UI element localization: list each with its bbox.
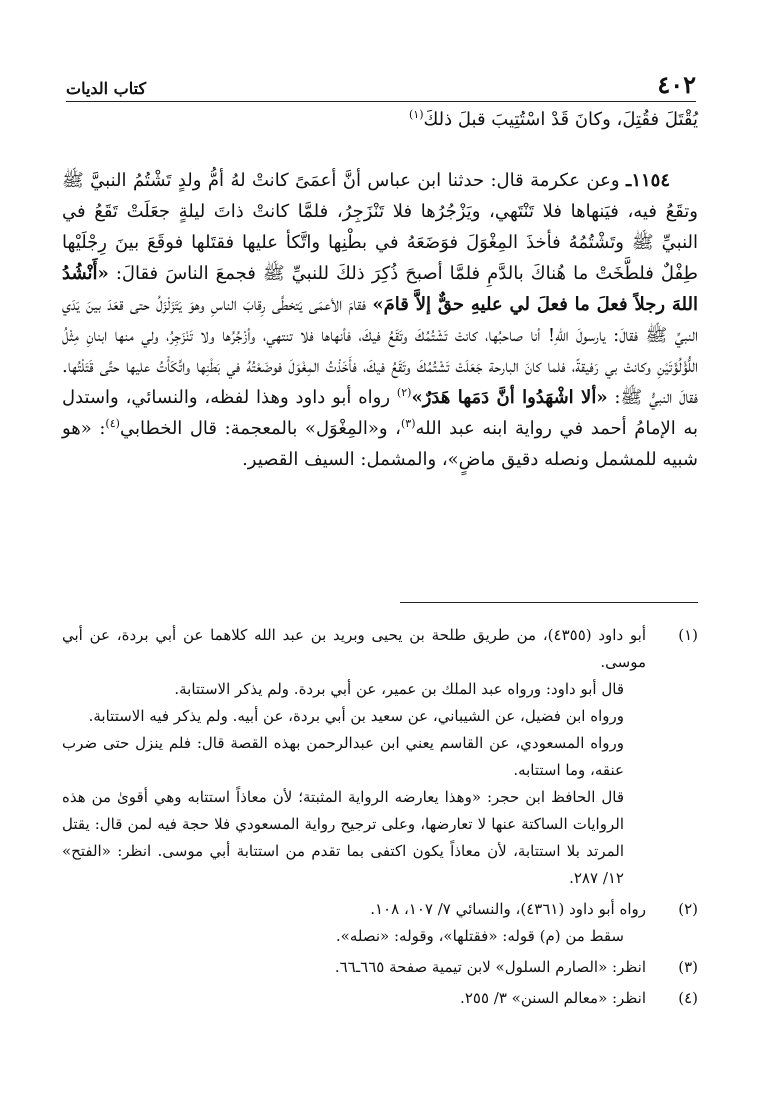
page-number: ٤٠٢ <box>657 70 696 99</box>
footnote-body <box>62 985 646 1012</box>
footnote-number: (٤) <box>678 989 698 1007</box>
footnote-paragraph: انظر: «معالم السنن» ٣/ ٢٥٥. <box>460 989 646 1007</box>
hadith-quote-2: «ألا اشْهَدُوا أنَّ دَمَها هَدَرٌ» <box>411 387 608 408</box>
continuation-paragraph <box>62 104 698 135</box>
footnote-1 <box>62 622 698 892</box>
footnote-ref-4: (٤) <box>105 417 120 430</box>
footnote-number: (١) <box>678 626 698 644</box>
hadith-text-5: : «هو شبيه للمشمل ونصله دقيق ماضٍ»، والمشمل: السيف القصير. <box>62 418 698 470</box>
footnote-4 <box>62 985 698 1012</box>
footnote-paragraph: سقط من (م) قوله: «فقتلها»، وقوله: «نصله». <box>335 927 624 945</box>
hadith-number: ١١٥٤ـ <box>626 170 670 191</box>
footnote-paragraph: ورواه المسعودي، عن القاسم يعني ابن عبدالرحمن بهذه القصة قال: فلم ينزل حتى ضرب عنقه، وما استتابه. <box>62 734 624 779</box>
footnote-number: (٢) <box>678 900 698 918</box>
book-title: كتاب الديات <box>66 79 147 98</box>
footnote-body <box>62 622 646 892</box>
hadith-paragraph <box>62 165 698 475</box>
footnote-body <box>62 954 646 981</box>
footnote-ref-3: (٣) <box>400 417 416 430</box>
footnote-separator <box>400 602 698 603</box>
hadith-text-4: ، و«المِغْوَل» بالمعجمة: قال الخطابي <box>119 418 401 439</box>
hadith-text-3: رواه أبو داود وهذا لفظه، والنسائي، واستدل به الإمامُ أحمد في رواية ابنه عبد الله <box>62 387 698 439</box>
footnote-paragraph: أبو داود (٤٣٥٥)، من طريق طلحة بن يحيى وبريد بن عبد الله كلاهما عن أبي بردة، عن أبي موسى. <box>62 626 647 671</box>
footnote-paragraph: ورواه ابن فضيل، عن الشيباني، عن سعيد بن أبي بردة، عن أبيه. ولم يذكر فيه الاستتابة. <box>88 707 624 725</box>
footnote-number: (٣) <box>678 958 698 976</box>
footnote-3 <box>62 954 698 981</box>
footnote-2 <box>62 896 698 950</box>
footnotes <box>62 622 698 1016</box>
footnote-paragraph: قال أبو داود: ورواه عبد الملك بن عمير، عن أبي بردة. ولم يذكر الاستتابة. <box>174 680 624 698</box>
footnote-paragraph: رواه أبو داود (٤٣٦١)، والنسائي ٧/ ١٠٧، ١٠٨. <box>370 900 646 918</box>
footnote-ref-1: (١) <box>408 108 424 121</box>
hadith-quote-1: «أَنْشُدُ اللهَ رجلاً فعلَ ما فعلَ لي عليهِ حقٌّ إلاَّ قامَ» <box>62 263 698 315</box>
footnote-paragraph: قال الحافظ ابن حجر: «وهذا يعارضه الرواية المثبتة؛ لأن معاذاً استتابه وهي أقوىٰ من هذه الروايات الساكتة عنها لا تعارضها، وعلى ترجيح رواية المسعودي فلا حجة فيه لمن قال: يقتل المرتد بلا استتابة، لأن معاذاً يكون اكتفى بما تقدم من استتابة أبي موسى. انظر: «الفتح» ١٢/ ٢٨٧. <box>62 788 624 887</box>
page-header <box>66 60 696 102</box>
hadith-text-2: فقامَ الأعمَى يَتخطَّى رِقابَ الناسِ وهوَ يَتَزَلْزَلُ حتى قعَدَ بينَ يَدَي النبيِّ ﷺ فقالَ: يارسولَ اللهِ! أنا صاحبُها، كانتْ تَشْتُمُكَ وتَقَعُ فيكَ، فأنهاها فلا تنتهي، وأزْجُرُها ولا تَنْزَجِرُ، ولي منها ابنانِ مِثْلُ اللُّؤْلُؤَتَيْنِ وكانتْ بي رَفيقةً، فلما كانَ البارحة جَعَلَتْ تَشْتُمُكَ وتَقَعُ فيكَ، فأَخَذْتُ المِغْوَلَ فوضَعْتُهُ في بَطْنِها واتَّكَأْتُ عليها حتَّى قَتَلْتُها. فقالَ النبيُّ ﷺ: <box>62 294 698 408</box>
footnote-ref-2: (٢) <box>396 386 412 399</box>
footnote-body <box>62 896 646 950</box>
continuation-text: يُقْتَلَ فقُتِلَ، وكانَ قَدْ اسْتُتِيبَ قبلَ ذلكَ <box>423 109 698 130</box>
main-text <box>62 104 698 475</box>
hadith-text-1: وعن عكرمة قال: حدثنا ابن عباس أنَّ أعمَىً كانتْ لهُ أمُّ ولدٍ تَشْتُمُ النبيَّ ﷺ وتقَعُ فيه، فيَنهاها فلا تَنْتَهي، ويَزْجُرُها فلا تَنْزَجِرُ، فلمَّا كانتْ ذاتَ ليلةٍ جعَلَتْ تَقَعُ في النبيِّ ﷺ وتَشْتُمُهُ فأخذَ المِغْوَلَ فوَضَعَهُ في بطْنِها واتَّكأ عليها فقتَلها فوقَعَ بينَ رِجْلَيْها طِفْلٌ فلطَّخَتْ ما هُناكَ بالدَّمِ فلمَّا أصبحَ ذُكِرَ ذلكَ للنبيِّ ﷺ فجمعَ الناسَ فقالَ: <box>62 170 698 284</box>
footnote-paragraph: انظر: «الصارم السلول» لابن تيمية صفحة ٦٦٥ـ٦٦. <box>334 958 646 976</box>
